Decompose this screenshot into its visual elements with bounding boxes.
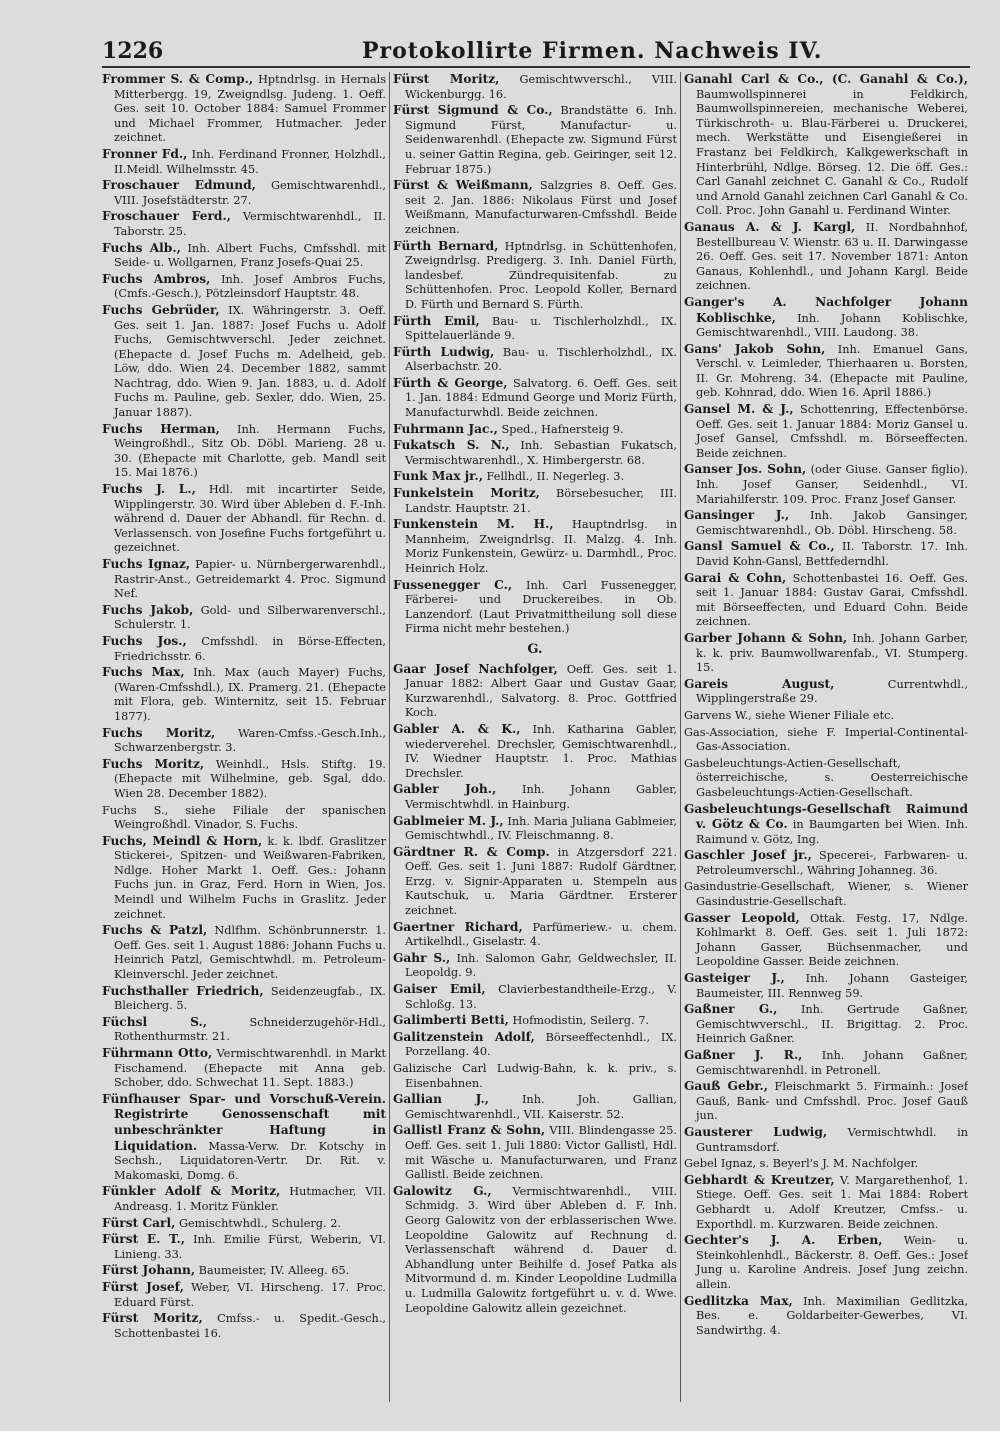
firm-name: Ganaus A. & J. Kargl,	[684, 219, 856, 234]
directory-entry	[393, 103, 677, 177]
directory-entry	[684, 708, 968, 724]
directory-entry	[102, 1046, 386, 1091]
directory-entry	[102, 147, 386, 177]
firm-name: Funkenstein M. H.,	[393, 517, 554, 532]
firm-name: Froschauer Ferd.,	[102, 209, 231, 224]
firm-name: Gauß Gebr.,	[684, 1079, 769, 1094]
firm-name: Fuchs Ambros,	[102, 271, 211, 286]
directory-entry	[102, 665, 386, 724]
firm-name: Fuchs Herman,	[102, 421, 220, 436]
directory-entry	[684, 971, 968, 1001]
page-number: 1226	[102, 38, 164, 64]
entry-details: Ottak. Festg. 17, Ndlge. Kohlmarkt 8. Oeff. Ges. seit 1. Juli 1872: Johann Gasser, Büchsenmacher, und Leopoldine Gasser. Beide zeichnen.	[696, 911, 968, 969]
directory-entry	[393, 845, 677, 919]
entry-details: Salzgries 8. Oeff. Ges. seit 2. Jan. 1886: Nikolaus Fürst und Josef Weißmann, Manufacturwaren-Cmfsshdl. Beide zeichnen.	[405, 179, 677, 236]
directory-entry	[102, 984, 386, 1014]
directory-entry	[393, 1030, 677, 1060]
entry-details: Inh. Johann Gasteiger, Baumeister, III. Rennweg 59.	[696, 972, 968, 1000]
firm-name: Gansel M. & J.,	[684, 402, 794, 417]
firm-name: Galitzenstein Adolf,	[393, 1029, 535, 1044]
column-3	[684, 72, 968, 1412]
firm-name: Fuchsthaller Friedrich,	[102, 983, 264, 998]
firm-name: Gansl Samuel & Co.,	[684, 539, 835, 554]
entry-details: Gasindustrie-Gesellschaft, Wiener, s. Wiener Gasindustrie-Gesellschaft.	[684, 880, 968, 909]
entry-details: Hptndrlsg. in Hernals Mitterbergg. 19, Zweigndlsg. Judeng. 1. Oeff. Ges. seit 10. October 1884: Samuel Frommer und Michael Frommer, Hutmacher. Jeder zeichnet.	[114, 73, 386, 145]
entry-details: Inh. Johann Garber, k. k. priv. Baumwollwarenfab., VI. Stumperg. 15.	[696, 631, 968, 675]
directory-entry	[102, 241, 386, 271]
firm-name: Fuchs Jakob,	[102, 602, 194, 617]
directory-entry	[393, 920, 677, 950]
firm-name: Ganahl Carl & Co., (C. Ganahl & Co.),	[684, 72, 968, 86]
entry-details: Baumwollspinnerei in Feldkirch, Baumwollspinnereien, mechanische Weberei, Türkischroth- u. Blau-Färberei u. Druckerei, mech. Werkstätte und Eisengießerei in Frastanz bei Feldkirch, Kalkgewerkschaft in Hinterbrühl, Ndlge. Börseg. 12. Die öff. Ges.: Carl Ganahl zeichnet C. Ganahl & Co., Rudolf und Arnold Ganahl zeichnen Carl Ganahl & Co. Coll. Proc. John Ganahl u. Ferdinand Winter.	[696, 87, 968, 218]
directory-entry	[393, 239, 677, 313]
entry-details: in Atzgersdorf 221. Oeff. Ges. seit 1. Juni 1887: Rudolf Gärdtner, Erzg. v. Signir-Apparaten u. Stempeln aus Kautschuk, u. Maria Gärdtner. Ersterer zeichnet.	[405, 845, 677, 918]
entry-details: Gemischtwarenhdl., VIII. Josefstädterstr. 27.	[114, 179, 386, 207]
entry-details: Gebel Ignaz, s. Beyerl's J. M. Nachfolger.	[684, 1157, 919, 1171]
firm-name: Funk Max jr.,	[393, 469, 483, 484]
directory-entry	[684, 725, 968, 755]
firm-name: Gärdtner R. & Comp.	[393, 844, 550, 859]
directory-entry	[393, 1061, 677, 1091]
entry-details: Vermischtwarenhdl., VIII. Schmidg. 3. Wird über Ableben d. F. Inh. Georg Galowitz von der erblasserischen Wwe. Leopoldine Galowitz auf Rechnung d. Verlassenschaft während d. Dauer d. Abhandlung unter Beihilfe d. Josef Patka als Mitvormund d. m. Kinder Leopoldine Ludmilla u. Ludmilla Galowitz fortgeführt u. v. d. Wwe. Leopoldine Galowitz allein gezeichnet.	[405, 1184, 677, 1315]
directory-entry	[393, 438, 677, 468]
entry-details: Gemischtwhdl., Schulerg. 2.	[178, 1216, 341, 1230]
entry-details: Cmfsshdl. in Börse-Effecten, Friedrichsstr. 6.	[114, 634, 386, 663]
column-divider	[389, 72, 390, 1402]
entry-details: Fuchs S., siehe Filiale der spanischen Weingroßhdl. Vinador, S. Fuchs.	[102, 803, 386, 832]
entry-details: Bau- u. Tischlerholzhdl., IX. Spittelauerlände 9.	[405, 314, 677, 343]
entry-details: Inh. Johann Koblischke, Gemischtwarenhdl., VIII. Laudong. 38.	[696, 311, 968, 340]
firm-name: Fürst Moritz,	[393, 72, 500, 86]
running-title: Protokollirte Firmen. Nachweis IV.	[362, 38, 823, 64]
firm-name: Gallian J.,	[393, 1092, 489, 1107]
entry-details: Schottenring, Effectenbörse. Oeff. Ges. seit 1. Januar 1884: Moriz Gansel u. Josef Gansel, Cmfsshdl. m. Börseeffecten. Beide zeichnen.	[696, 403, 968, 460]
entry-details: Inh. Johann Gaßner, Gemischtwarenhdl. in Petronell.	[696, 1049, 968, 1077]
entry-details: Inh. Albert Fuchs, Cmfsshdl. mit Seide- u. Wollgarnen, Franz Josefs-Quai 25.	[114, 241, 386, 270]
entry-details: Hutmacher, VII. Andreasg. 1. Moritz Fünkler.	[114, 1185, 386, 1213]
entry-details: Fellhdl., II. Negerleg. 3.	[486, 470, 625, 484]
firm-name: Fürst Sigmund & Co.,	[393, 103, 553, 118]
entry-details: Börsebesucher, III. Landstr. Hauptstr. 21.	[405, 487, 677, 515]
firm-name: Gaiser Emil,	[393, 982, 486, 997]
firm-name: Gedlitzka Max,	[684, 1293, 793, 1308]
entry-details: Papier- u. Nürnbergerwarenhdl., Rastrir-Anst., Getreidemarkt 4. Proc. Sigmund Nef.	[114, 558, 386, 601]
firm-name: Gaschler Josef jr.,	[684, 848, 812, 863]
directory-entry	[393, 1123, 677, 1182]
firm-name: Fuchs Moritz,	[102, 725, 216, 740]
directory-entry	[684, 1125, 968, 1155]
directory-entry	[684, 72, 968, 219]
firm-name: Galowitz G.,	[393, 1183, 492, 1198]
firm-name: Fünkler Adolf & Moritz,	[102, 1184, 281, 1199]
directory-entry	[102, 1015, 386, 1045]
entry-details: Ndlfhm. Schönbrunnerstr. 1. Oeff. Ges. seit 1. August 1886: Johann Fuchs u. Heinrich Patzl, Gemischtwhdl. m. Petroleum-Kleinverschl. Jeder zeichnet.	[114, 924, 386, 982]
entry-details: Schneiderzugehör-Hdl., Rothenthurmstr. 21.	[114, 1015, 386, 1044]
firm-name: Fürst Moritz,	[102, 1311, 203, 1326]
directory-entry	[102, 1311, 386, 1341]
directory-entry	[684, 677, 968, 707]
entry-details: VIII. Blindengasse 25. Oeff. Ges. seit 1. Juli 1880: Victor Gallistl, Hdl. mit Wäsche u. Manufacturwaren, und Franz Gallistl. Beide zeichnen.	[405, 1124, 677, 1182]
firm-name: Gaar Josef Nachfolger,	[393, 661, 558, 676]
firm-name: Gans' Jakob Sohn,	[684, 341, 826, 356]
firm-name: Funkelstein Moritz,	[393, 486, 540, 501]
directory-entry	[102, 303, 386, 421]
firm-name: Fuchs Max,	[102, 665, 185, 680]
entry-details: Brandstätte 6. Inh. Sigmund Fürst, Manufactur- u. Seidenwarenhdl. (Ehepacte zw. Sigmund Fürst u. seiner Gattin Regina, geb. Geiringer, seit 12. Februar 1875.)	[405, 104, 677, 176]
entry-details: Inh. Joh. Gallian, Gemischtwarenhdl., VII. Kaiserstr. 52.	[405, 1093, 677, 1121]
entry-details: Inh. Max (auch Mayer) Fuchs, (Waren-Cmfsshdl.), IX. Pramerg. 21. (Ehepacte mit Flora, geb. Winternitz, seit 15. Februar 1877).	[114, 666, 386, 723]
entry-details: Vermischtwarenhdl. in Markt Fischamend. (Ehepacte mit Anna geb. Schober, ddo. Schwechat 11. Sept. 1883.)	[114, 1047, 386, 1090]
firm-name: Ganger's A. Nachfolger Johann Koblischke,	[684, 294, 968, 325]
firm-name: Fürth Emil,	[393, 313, 480, 328]
directory-entry	[102, 634, 386, 664]
directory-entry	[684, 631, 968, 676]
directory-entry	[393, 422, 677, 438]
directory-entry	[393, 578, 677, 637]
directory-entry	[102, 178, 386, 208]
firm-name: Galimberti Betti,	[393, 1013, 509, 1028]
entry-details: Inh. Josef Ambros Fuchs, (Cmfs.-Gesch.), Pötzleinsdorf Hauptstr. 48.	[114, 272, 386, 301]
directory-entry	[393, 1013, 677, 1029]
firm-name: Ganser Jos. Sohn,	[684, 462, 807, 477]
entry-details: Garvens W., siehe Wiener Filiale etc.	[684, 708, 895, 722]
firm-name: Gausterer Ludwig,	[684, 1124, 828, 1139]
firm-name: Fuchs, Meindl & Horn,	[102, 833, 263, 848]
entry-details: Inh. Salomon Gahr, Geldwechsler, II. Leopoldg. 9.	[405, 951, 677, 980]
directory-entry	[684, 756, 968, 801]
firm-name: Gabler Joh.,	[393, 782, 497, 797]
entry-details: Salvatorg. 6. Oeff. Ges. seit 1. Jan. 1884: Edmund George und Moriz Fürth, Manufacturwhdl. Beide zeichnen.	[405, 376, 677, 420]
entry-details: Inh. Jakob Gansinger, Gemischtwarenhdl., Ob. Döbl. Hirscheng. 58.	[696, 509, 968, 537]
directory-entry	[684, 1079, 968, 1124]
entry-details: Inh. Emanuel Gans, Verschl. v. Leimleder, Thierhaaren u. Borsten, II. Gr. Mohreng. 34. (Ehepacte mit Pauline, geb. Kohnrad, ddo. Wien 16. April 1886.)	[696, 342, 968, 400]
firm-name: Gechter's J. A. Erben,	[684, 1233, 883, 1248]
entry-details: Hdl. mit incartirter Seide, Wipplingerstr. 30. Wird über Ableben d. F.-Inh. während d. Dauer der Abhandl. für Rechn. d. Verlassensch. von Josefine Fuchs fortgeführt u. gezeichnet.	[114, 483, 386, 555]
entry-details: Hofmodistin, Seilerg. 7.	[512, 1014, 649, 1028]
entry-details: Gasbeleuchtungs-Actien-Gesellschaft, österreichische, s. Oesterreichische Gasbeleuchtungs-Actien-Gesellschaft.	[684, 756, 968, 799]
entry-details: Baumeister, IV. Alleeg. 65.	[198, 1264, 350, 1278]
entry-details: Inh. Hermann Fuchs, Weingroßhdl., Sitz Ob. Döbl. Marieng. 28 u. 30. (Ehepacte mit Charlotte, geb. Mandl seit 15. Mai 1876.)	[114, 422, 386, 480]
entry-details: Gas-Association, siehe F. Imperial-Continental-Gas-Association.	[684, 725, 968, 754]
directory-entry	[393, 982, 677, 1012]
firm-name: Gasteiger J.,	[684, 971, 785, 986]
directory-entry	[102, 272, 386, 302]
directory-entry	[393, 662, 677, 721]
directory-entry	[102, 422, 386, 481]
entry-details: Clavierbestandtheile-Erzg., V. Schloßg. 13.	[405, 983, 677, 1011]
page-header	[102, 38, 960, 68]
directory-entry	[102, 482, 386, 556]
firm-name: Froschauer Edmund,	[102, 178, 256, 193]
entry-details: Bau- u. Tischlerholzhdl., IX. Alserbachstr. 20.	[405, 345, 677, 374]
entry-details: Sped., Hafnersteig 9.	[501, 422, 624, 436]
firm-name: Fürth Ludwig,	[393, 344, 495, 359]
firm-name: Gasbeleuchtungs-Gesellschaft Raimund v. Götz & Co.	[684, 801, 968, 832]
entry-details: Inh. Maria Juliana Gablmeier, Gemischtwhdl., IV. Fleischmanng. 8.	[405, 814, 677, 843]
directory-entry	[393, 469, 677, 485]
directory-entry	[684, 879, 968, 909]
directory-entry	[684, 1048, 968, 1078]
entry-details: (oder Giuse. Ganser figlio). Inh. Josef Ganser, Seidenhdl., VI. Mariahilferstr. 109. Proc. Franz Josef Ganser.	[696, 463, 968, 506]
entry-details: Inh. Katharina Gabler, wiederverehel. Drechsler, Gemischtwarenhdl., IV. Wiedner Hauptstr. 1. Proc. Mathias Drechsler.	[405, 722, 677, 780]
directory-entry	[102, 1232, 386, 1262]
column-divider	[680, 72, 681, 1402]
firm-name: Fürst Josef,	[102, 1279, 184, 1294]
directory-entry	[102, 1280, 386, 1310]
firm-name: Füchsl S.,	[102, 1014, 208, 1029]
firm-name: Fürst E. T.,	[102, 1232, 186, 1247]
entry-details: Gemischtwverschl., VIII. Wickenburgg. 16.	[405, 73, 677, 101]
directory-entry	[684, 508, 968, 538]
entry-details: IX. Währingerstr. 3. Oeff. Ges. seit 1. Jan. 1887: Josef Fuchs u. Adolf Fuchs, Gemischtwverschl. Jeder zeichnet. (Ehepacte d. Josef Fuchs m. Adelheid, geb. Löw, ddo. Wien 24. December 1882, sammt Nachtrag, ddo. Wien 9. Jan. 1883, u. d. Adolf Fuchs m. Pauline, geb. Sexler, ddo. Wien, 25. Januar 1887).	[114, 303, 386, 420]
entry-details: Oeff. Ges. seit 1. Januar 1882: Albert Gaar und Gustav Gaar, Kurzwarenhdl., Salvatorg. 8. Proc. Gottfried Koch.	[405, 662, 677, 720]
directory-entry	[393, 178, 677, 237]
entry-details: Inh. Johann Gabler, Vermischtwhdl. in Hainburg.	[405, 783, 677, 811]
directory-entry	[684, 1233, 968, 1292]
firm-name: Fuchs Jos.,	[102, 633, 187, 648]
directory-entry	[102, 1184, 386, 1214]
directory-entry	[102, 726, 386, 756]
directory-entry	[102, 803, 386, 833]
entry-details: Weber, VI. Hirscheng. 17. Proc. Eduard Fürst.	[114, 1280, 386, 1309]
directory-entry	[393, 486, 677, 516]
firm-name: Fuchs Alb.,	[102, 240, 181, 255]
entry-details: Vermischtwhdl. in Guntramsdorf.	[696, 1125, 968, 1154]
firm-name: Führmann Otto,	[102, 1046, 213, 1060]
firm-name: Gebhardt & Kreutzer,	[684, 1172, 835, 1187]
directory-entry	[102, 1216, 386, 1232]
firm-name: Fürst & Weißmann,	[393, 178, 533, 193]
firm-name: Fuchs Gebrüder,	[102, 302, 220, 317]
entry-details: Weinhdl., Hsls. Stiftg. 19. (Ehepacte mit Wilhelmine, geb. Sgal, ddo. Wien 28. December 1882).	[114, 757, 386, 800]
directory-entry	[393, 314, 677, 344]
entry-details: Inh. Gertrude Gaßner, Gemischtwverschl., II. Brigittag. 2. Proc. Heinrich Gaßner.	[696, 1003, 968, 1046]
directory-entry	[393, 345, 677, 375]
entry-details: Galizische Carl Ludwig-Bahn, k. k. priv., s. Eisenbahnen.	[393, 1062, 677, 1090]
directory-entry	[393, 517, 677, 576]
firm-name: Frommer S. & Comp.,	[102, 72, 254, 86]
firm-name: Fronner Fd.,	[102, 146, 188, 161]
firm-name: Fuchs & Patzl,	[102, 923, 208, 938]
column-2	[393, 72, 677, 1412]
entry-details: Inh. Emilie Fürst, Weberin, VI. Linieng. 33.	[114, 1233, 386, 1261]
entry-details: Wein- u. Steinkohlenhdl., Bäckerstr. 8. Oeff. Ges.: Josef Jung u. Karoline Andreis. Josef Jung zeichn. allein.	[696, 1234, 968, 1291]
directory-entry	[102, 72, 386, 146]
directory-entry	[393, 814, 677, 844]
directory-entry	[393, 72, 677, 102]
directory-entry	[684, 1173, 968, 1232]
entry-details: Vermischtwarenhdl., II. Taborstr. 25.	[114, 210, 386, 238]
firm-name: Gaertner Richard,	[393, 919, 523, 934]
firm-name: Fukatsch S. N.,	[393, 438, 510, 453]
directory-entry	[102, 603, 386, 633]
directory-entry	[684, 848, 968, 878]
firm-name: Fuchs Moritz,	[102, 756, 205, 771]
entry-details: Inh. Ferdinand Fronner, Holzhdl., II.Meidl. Wilhelmsstr. 45.	[114, 147, 386, 176]
firm-name: Fuchs J. L.,	[102, 482, 196, 497]
firm-name: Gahr S.,	[393, 950, 451, 965]
firm-name: Fürth & George,	[393, 375, 508, 390]
entry-details: Waren-Cmfss.-Gesch.Inh., Schwarzenbergstr. 3.	[114, 726, 386, 755]
firm-name: Fürst Johann,	[102, 1263, 196, 1278]
firm-name: Gablmeier M. J.,	[393, 813, 504, 828]
section-letter: G.	[527, 641, 543, 657]
firm-name: Gaßner G.,	[684, 1002, 778, 1017]
directory-entry	[102, 557, 386, 602]
entry-details: in Baumgarten bei Wien. Inh. Raimund v. Götz, Ing.	[696, 818, 968, 846]
entry-details: Cmfss.- u. Spedit.-Gesch., Schottenbastei 16.	[114, 1312, 386, 1340]
header-rule	[102, 66, 970, 68]
firm-name: Gansinger J.,	[684, 508, 790, 523]
entry-details: Inh. Sebastian Fukatsch, Vermischtwarenhdl., X. Himbergerstr. 68.	[405, 439, 677, 467]
entry-details: Parfümeriew.- u. chem. Artikelhdl., Giselastr. 4.	[405, 920, 677, 949]
directory-entry	[102, 834, 386, 923]
firm-name: Fünfhauser Spar- und Vorschuß-Verein. Registrirte Genossenschaft mit unbeschränkter Haftung in Liquidation.	[102, 1091, 386, 1153]
directory-entry	[102, 1092, 386, 1184]
directory-entry	[102, 209, 386, 239]
directory-entry	[684, 571, 968, 630]
entry-details: V. Margarethenhof, 1. Stiege. Oeff. Ges. seit 1. Mai 1884: Robert Gebhardt u. Adolf Kreutzer, Cmfss.- u. Exporthdl. m. Kurzwaren. Beide zeichnen.	[696, 1173, 968, 1231]
firm-name: Gaßner J. R.,	[684, 1048, 803, 1062]
entry-details: Schottenbastei 16. Oeff. Ges. seit 1. Januar 1884: Gustav Garai, Cmfsshdl. mit Börseeffecten, und Eduard Cohn. Beide zeichnen.	[696, 571, 968, 629]
firm-name: Fuchs Ignaz,	[102, 557, 191, 571]
entry-details: k. k. lbdf. Graslitzer Stickerei-, Spitzen- und Weißwaren-Fabriken, Ndlge. Hoher Markt 1. Oeff. Ges.: Johann Fuchs jun. in Graz, Ferd. Horn in Wien, Jos. Meindl und Wilhelm Fuchs in Graslitz. Jeder zeichnet.	[114, 834, 386, 921]
entry-details: II. Taborstr. 17. Inh. David Kohn-Gansl, Bettfederndhl.	[696, 540, 968, 568]
firm-name: Fussenegger C.,	[393, 577, 513, 592]
entry-details: Hptndrlsg. in Schüttenhofen, Zweigndrlsg. Predigerg. 3. Inh. Daniel Fürth, landesbef. Zündrequisitenfab. zu Schüttenhofen. Proc. Leopold Koller, Bernard D. Fürth und Bernard S. Fürth.	[405, 239, 677, 311]
firm-name: Garai & Cohn,	[684, 570, 787, 585]
entry-details: Hauptndrlsg. in Mannheim, Zweigndrlsg. II. Malzg. 4. Inh. Moriz Funkenstein, Gewürz- u. Darmhdl., Proc. Heinrich Holz.	[405, 518, 677, 575]
directory-entry	[393, 1184, 677, 1316]
entry-details: II. Nordbahnhof, Bestellbureau V. Wienstr. 63 u. II. Darwingasse 26. Oeff. Ges. seit 17. November 1871: Anton Ganaus, Kohlenhdl., und Johann Kargl. Beide zeichnen.	[696, 220, 968, 293]
entry-details: Seidenzeugfab., IX. Bleicherg. 5.	[114, 984, 386, 1013]
firm-name: Fürth Bernard,	[393, 238, 499, 253]
firm-name: Gabler A. & K.,	[393, 721, 521, 736]
entry-details: Inh. Carl Fussenegger, Färberei- und Druckereibes. in Ob. Lanzendorf. (Laut Privatmittheilung soll diese Firma nicht mehr bestehen.)	[405, 578, 677, 636]
directory-entry	[684, 802, 968, 848]
entry-details: Börseeffectenhdl., IX. Porzellang. 40.	[405, 1030, 677, 1059]
directory-entry	[684, 402, 968, 461]
directory-entry	[393, 722, 677, 781]
directory-entry	[684, 295, 968, 341]
directory-entry	[393, 951, 677, 981]
directory-entry	[102, 757, 386, 802]
directory-entry	[102, 923, 386, 982]
entry-details: Gold- und Silberwarenverschl., Schulerstr. 1.	[114, 603, 386, 632]
directory-entry	[684, 539, 968, 569]
firm-name: Gasser Leopold,	[684, 910, 800, 925]
directory-entry	[684, 342, 968, 401]
firm-name: Fuhrmann Jac.,	[393, 421, 498, 436]
directory-entry	[393, 376, 677, 421]
directory-entry	[684, 220, 968, 294]
directory-entry	[684, 1002, 968, 1047]
entry-details: Currentwhdl., Wipplingerstraße 29.	[696, 677, 968, 706]
entry-details: Fleischmarkt 5. Firmainh.: Josef Gauß, Bank- und Cmfsshdl. Proc. Josef Gauß jun.	[696, 1080, 968, 1123]
entry-details: Inh. Maximilian Gedlitzka, Bes. e. Goldarbeiter-Gewerbes, VI. Sandwirthg. 4.	[696, 1294, 968, 1337]
directory-entry	[684, 1294, 968, 1339]
firm-name: Gallistl Franz & Sohn,	[393, 1123, 546, 1138]
firm-name: Fürst Carl,	[102, 1215, 176, 1230]
firm-name: Garber Johann & Sohn,	[684, 630, 848, 645]
directory-entry	[684, 1156, 968, 1172]
directory-entry	[684, 911, 968, 970]
directory-entry	[102, 1263, 386, 1279]
directory-entry	[684, 462, 968, 507]
directory-entry	[393, 1092, 677, 1122]
entry-details: Specerei-, Farbwaren- u. Petroleumverschl., Währing Johanneg. 36.	[696, 849, 968, 877]
directory-entry	[393, 782, 677, 812]
column-1	[102, 72, 386, 1412]
firm-name: Gareis August,	[684, 676, 835, 691]
entry-details: Massa-Verw. Dr. Kotschy in Sechsh., Liquidatoren-Vertr. Dr. Rit. v. Makomaski, Domg. 6.	[114, 1139, 386, 1182]
